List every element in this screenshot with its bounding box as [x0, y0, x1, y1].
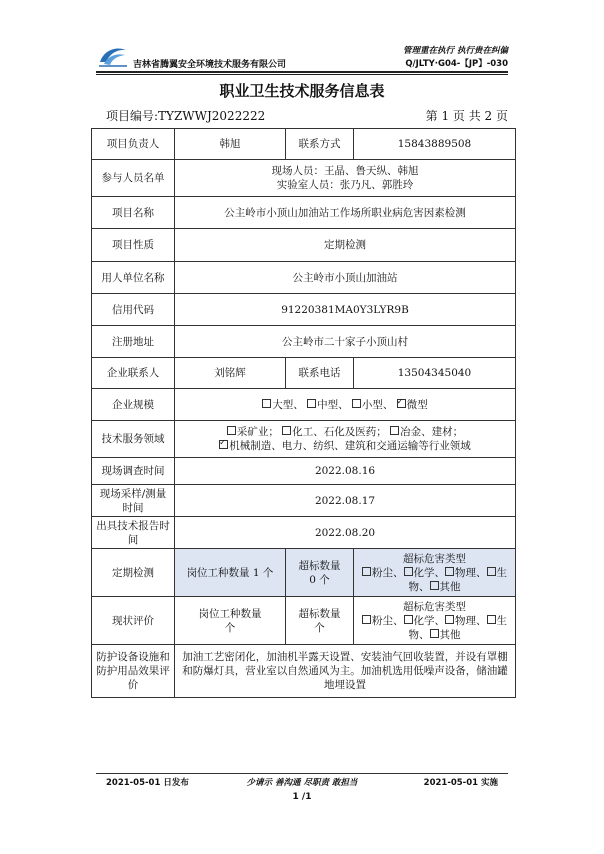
- sampling-date: 2022.08.17: [175, 485, 516, 517]
- project-number: 项目编号:TYZWWJ2022222: [106, 109, 266, 123]
- table-row: [92, 262, 516, 294]
- company-name: 吉林省腾翼安全环境技术服务有限公司: [133, 60, 287, 70]
- row-label: 项目负责人: [92, 129, 175, 160]
- checkbox-dust[interactable]: [362, 567, 371, 576]
- footer-motto: 少请示 善沟通 尽职责 敢担当: [246, 778, 358, 788]
- over-limit-count: [286, 549, 354, 597]
- table-row: [92, 160, 516, 197]
- contact-label: 联系方式: [286, 129, 354, 160]
- header-divider: [96, 71, 508, 73]
- option-other: 其他: [439, 628, 461, 641]
- option-small: 小型、: [361, 398, 394, 411]
- over-limit-value: 0 个: [309, 573, 330, 586]
- header-divider-thin: [96, 74, 508, 75]
- table-row: [92, 421, 516, 458]
- page-number: 1 /1: [292, 792, 312, 802]
- table-row: [92, 549, 516, 597]
- row-label: 项目性质: [92, 229, 175, 262]
- report-date: 2022.08.20: [175, 517, 516, 549]
- row-label: 项目名称: [92, 197, 175, 229]
- option-medium: 中型、: [317, 398, 349, 411]
- table-row: [92, 129, 516, 160]
- row-label: 注册地址: [92, 326, 175, 358]
- checkbox-dust[interactable]: [362, 615, 371, 624]
- post-count-unit: 个: [224, 621, 236, 634]
- document-code: Q/JLTY·G04-【JP】-030: [405, 59, 508, 69]
- checkbox-machinery[interactable]: [219, 440, 228, 449]
- survey-date: 2022.08.16: [175, 458, 516, 485]
- table-row: [92, 197, 516, 229]
- option-physical: 物理、: [455, 566, 487, 579]
- page-header: [0, 0, 604, 75]
- row-label: 企业规模: [92, 389, 175, 421]
- over-limit-label: 超标数量: [298, 559, 341, 572]
- over-limit-count: [286, 597, 354, 645]
- table-row: [92, 458, 516, 485]
- project-name: 公主岭市小顶山加油站工作场所职业病危害因素检测: [175, 197, 516, 229]
- checkbox-metallurgy[interactable]: [390, 426, 399, 435]
- post-count: 岗位工种数量 1 个: [175, 549, 286, 597]
- contact-phone: 15843889508: [354, 129, 516, 160]
- checkbox-chemical[interactable]: [282, 426, 291, 435]
- option-mining: 采矿业；: [236, 426, 279, 438]
- table-row: [92, 485, 516, 517]
- row-label: 参与人员名单: [92, 160, 175, 197]
- participants: [175, 160, 516, 197]
- checkbox-mining[interactable]: [227, 426, 236, 435]
- checkbox-other[interactable]: [430, 629, 439, 638]
- row-label: 定期检测: [92, 549, 175, 597]
- row-label: 防护设备设施和防护用品效果评价: [92, 645, 175, 698]
- option-biological: 生: [496, 614, 507, 627]
- effective-date: 2021-05-01 实施: [423, 778, 498, 788]
- table-row: [92, 229, 516, 262]
- checkbox-biological[interactable]: [487, 615, 496, 624]
- protection-evaluation: 加油工艺密闭化，加油机半露天设置、安装油气回收装置，并设有罩棚和防爆灯具，营业室以自然通风为主。加油机选用低噪声设备，储油罐地埋设置: [175, 645, 516, 698]
- option-large: 大型、: [272, 398, 304, 411]
- table-row: [92, 597, 516, 645]
- row-label: 信用代码: [92, 294, 175, 326]
- option-metallurgy: 冶金、建材；: [400, 426, 464, 438]
- option-dust: 粉尘、: [372, 566, 404, 579]
- lab-staff: 实验室人员：张乃凡、郭胜玲: [276, 179, 414, 191]
- project-leader: 韩旭: [175, 129, 286, 160]
- table-row: [92, 389, 516, 421]
- registered-address: 公主岭市二十家子小顶山村: [175, 326, 516, 358]
- hazard-title: 超标危害类型: [403, 552, 466, 565]
- row-label: 用人单位名称: [92, 262, 175, 294]
- header-slogan: 管理重在执行 执行贵在纠偏: [403, 46, 508, 56]
- field-staff: 现场人员：王晶、鲁天纵、韩旭: [271, 165, 419, 177]
- table-row: [92, 294, 516, 326]
- hazard-types: [354, 597, 516, 645]
- table-row: [92, 326, 516, 358]
- checkbox-medium[interactable]: [307, 399, 316, 408]
- post-count-label: 岗位工种数量: [198, 607, 262, 620]
- row-label: 企业联系人: [92, 358, 175, 389]
- credit-code: 91220381MA0Y3LYR9B: [175, 294, 516, 326]
- enterprise-phone: 13504345040: [354, 358, 516, 389]
- option-biological-cont: 物、: [408, 628, 430, 641]
- post-count: [175, 597, 286, 645]
- option-dust: 粉尘、: [372, 614, 404, 627]
- option-micro: 微型: [406, 398, 428, 411]
- enterprise-scale: [175, 389, 516, 421]
- checkbox-large[interactable]: [262, 399, 271, 408]
- company-logo-icon: [98, 44, 128, 68]
- checkbox-physical[interactable]: [445, 567, 454, 576]
- row-label: 出具技术报告时间: [92, 517, 175, 549]
- table-row: [92, 358, 516, 389]
- service-field: [175, 421, 516, 458]
- hazard-title: 超标危害类型: [403, 600, 466, 613]
- checkbox-other[interactable]: [430, 581, 439, 590]
- row-label: 现状评价: [92, 597, 175, 645]
- option-other: 其他: [439, 580, 461, 593]
- option-physical: 物理、: [455, 614, 487, 627]
- option-chemical-hazard: 化学、: [413, 614, 445, 627]
- footer-divider: [96, 773, 508, 774]
- over-limit-value: 个: [314, 621, 325, 634]
- checkbox-chemical-hazard[interactable]: [404, 567, 413, 576]
- checkbox-micro[interactable]: [397, 399, 406, 408]
- table-row: [92, 517, 516, 549]
- employer-name: 公主岭市小顶山加油站: [175, 262, 516, 294]
- option-chemical: 化工、石化及医药；: [292, 426, 387, 438]
- page-info: 第 1 页 共 2 页: [425, 109, 508, 123]
- over-limit-label: 超标数量: [298, 607, 341, 620]
- checkbox-small[interactable]: [352, 399, 361, 408]
- row-label: 现场采样/测量时间: [92, 485, 175, 517]
- enterprise-contact: 刘铭辉: [175, 358, 286, 389]
- table-row: [92, 645, 516, 698]
- issue-date: 2021-05-01 日发布: [106, 778, 189, 788]
- document-title: 职业卫生技术服务信息表: [219, 82, 385, 100]
- option-machinery: 机械制造、电力、纺织、建筑和交通运输等行业领域: [229, 440, 471, 452]
- hazard-types: [354, 549, 516, 597]
- checkbox-physical[interactable]: [445, 615, 454, 624]
- project-nature: 定期检测: [175, 229, 516, 262]
- info-table: [91, 128, 516, 698]
- checkbox-chemical-hazard[interactable]: [404, 615, 413, 624]
- checkbox-biological[interactable]: [487, 567, 496, 576]
- option-chemical-hazard: 化学、: [413, 566, 445, 579]
- row-label: 技术服务领域: [92, 421, 175, 458]
- row-label: 现场调查时间: [92, 458, 175, 485]
- phone-label: 联系电话: [286, 358, 354, 389]
- option-biological-cont: 物、: [408, 580, 430, 593]
- option-biological: 生: [496, 566, 507, 579]
